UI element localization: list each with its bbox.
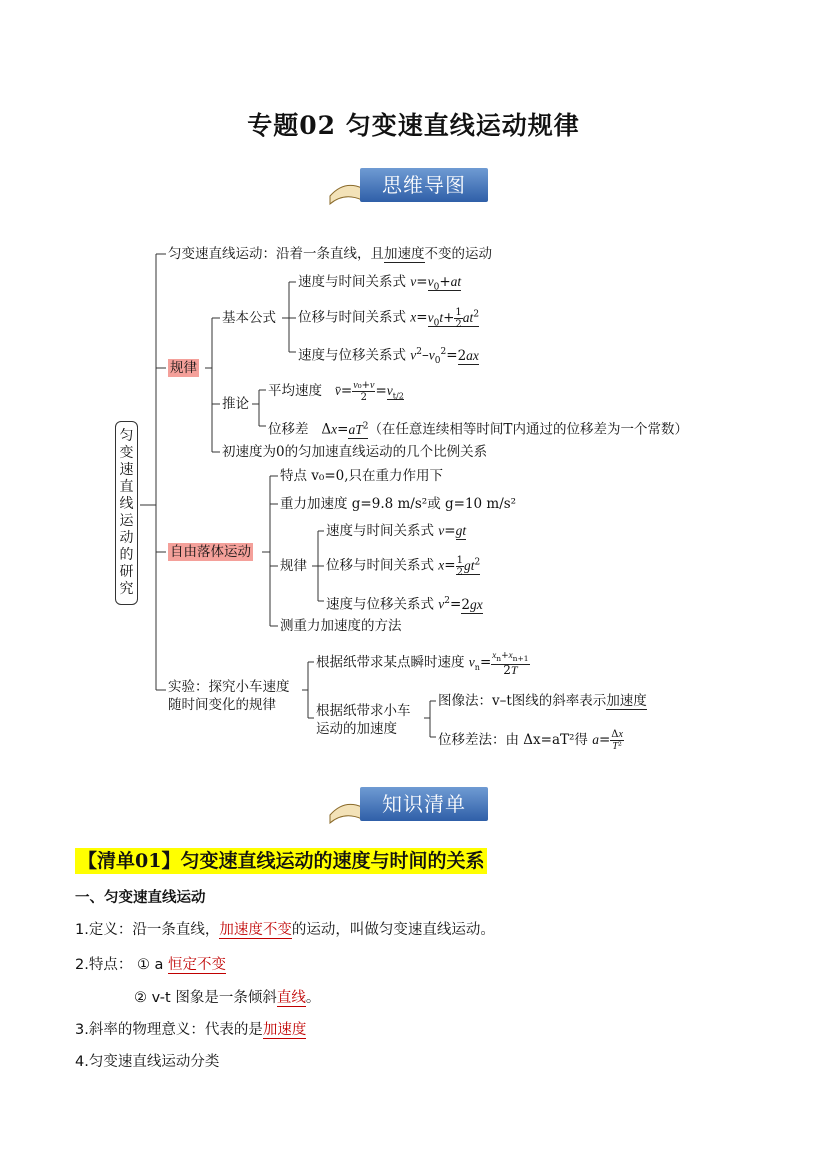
free-formula-v-t: 速度与时间关系式 v=gt [326,523,467,539]
mindmap-law-node: 规律 [170,360,197,376]
free-fall-law: 规律 [280,558,307,574]
mindmap-basic-formulas: 基本公式 [222,310,276,326]
classification-line: 4.匀变速直线运动分类 [75,1054,220,1070]
exp-acceleration: 根据纸带求小车 运动的加速度 [316,703,411,737]
free-fall-feature: 特点 v₀=0,只在重力作用下 [280,468,444,484]
knowledge-banner-label: 知识清单 [360,787,488,821]
feature-line-2: ② v-t 图象是一条倾斜直线。 [134,990,321,1006]
free-formula-v-x: 速度与位移关系式 $v^2=2gx$ [326,596,483,613]
slope-meaning-line: 3.斜率的物理意义：代表的是加速度 [75,1022,307,1038]
page-title: 专题02 匀变速直线运动规律 [247,111,580,140]
mindmap-free-fall-node: 自由落体运动 [170,544,251,560]
section-heading: 【清单01】匀变速直线运动的速度与时间的关系 [75,846,487,873]
mindmap-inference: 推论 [222,396,249,412]
exp-graph-method: 图像法：v–t图线的斜率表示加速度 [438,693,647,709]
section-subheading: 一、匀变速直线运动 [75,890,206,906]
mindmap-definition: 匀变速直线运动：沿着一条直线，且加速度不变的运动 [168,246,492,262]
mindmap-root: 匀变速直线运动的研究 [115,421,138,605]
feature-line-1: 2.特点： ① a 恒定不变 [75,957,227,973]
formula-displacement-difference: 位移差 $\Delta x=aT^2$（在任意连续相等时间T内通过的位移差为一个常数） [268,421,688,438]
free-fall-measure-method: 测重力加速度的方法 [280,618,402,634]
knowledge-banner [326,785,491,823]
formula-v-t: 速度与时间关系式 $v=v_0+at$ [298,274,462,293]
mindmap-ratio-relations: 初速度为0的匀加速直线运动的几个比例关系 [222,444,488,460]
formula-x-t: 位移与时间关系式 $x=v_0t+$ $\frac{1}{2}$ $at^2$ [298,306,480,330]
exp-displacement-method: 位移差法：由 Δx=aT²得 a= $\frac{\Delta x}{\text{T²}}$ [438,729,623,752]
mindmap-banner-label: 思维导图 [360,168,488,202]
free-fall-gravity: 重力加速度 g=9.8 m/s²或 g=10 m/s² [280,496,517,512]
exp-instant-velocity: 根据纸带求某点瞬时速度 $v_n=$ $\frac{x_n+x_{n+1}}{2T}$ [316,650,529,677]
free-formula-x-t: 位移与时间关系式 x= $\frac{1}{2}$ $gt^2$ [326,554,481,578]
formula-average-velocity: 平均速度 v̄= $\frac{\text{v₀+v}}{2}$ $=v_{t/2}$ [268,380,404,403]
definition-line: 1.定义：沿一条直线，加速度不变的运动，叫做匀变速直线运动。 [75,922,495,938]
formula-v-x: 速度与位移关系式 $v^2-v_0^2=2ax$ [298,347,479,367]
mindmap-experiment: 实验：探究小车速度 随时间变化的规律 [168,679,290,713]
